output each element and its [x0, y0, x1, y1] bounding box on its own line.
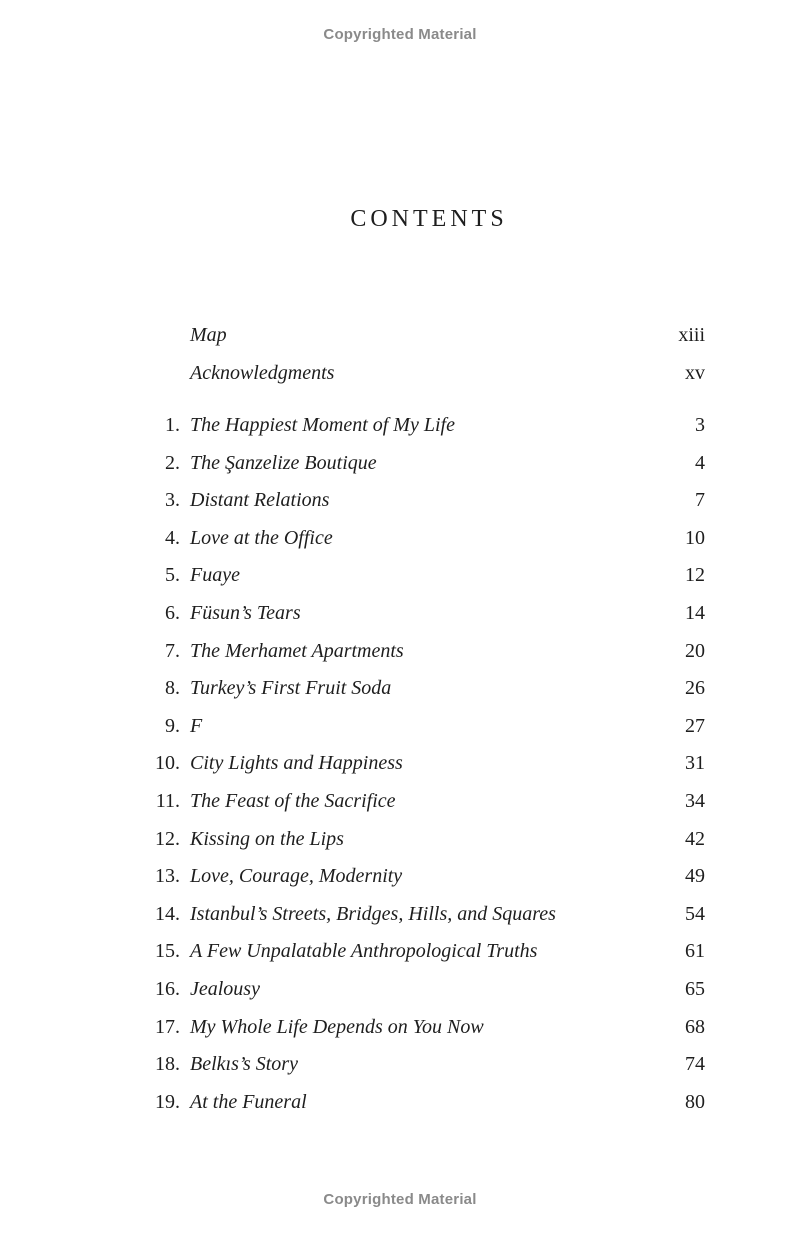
toc-page-number: 14 — [685, 602, 705, 624]
toc-entry-title: Acknowledgments — [190, 362, 335, 384]
toc-page-number: 27 — [685, 715, 705, 737]
toc-chapter-entry — [0, 673, 800, 703]
toc-chapter-number: 2. — [165, 452, 180, 474]
toc-page-number: 34 — [685, 790, 705, 812]
toc-chapter-entry — [0, 485, 800, 515]
toc-entry-title: Love at the Office — [190, 527, 333, 549]
toc-entry-title: F — [190, 715, 203, 737]
toc-chapter-number: 19. — [155, 1091, 180, 1113]
toc-chapter-number: 16. — [155, 978, 180, 1000]
contents-heading: CONTENTS — [350, 206, 508, 232]
toc-chapter-entry — [0, 786, 800, 816]
toc-page-number: xiii — [678, 324, 705, 346]
toc-entry-title: City Lights and Happiness — [190, 752, 403, 774]
toc-chapter-number: 4. — [165, 527, 180, 549]
toc-entry-title: Belkıs’s Story — [190, 1053, 298, 1075]
toc-page-number: 54 — [685, 903, 705, 925]
toc-chapter-number: 15. — [155, 940, 180, 962]
toc-chapter-number: 14. — [155, 903, 180, 925]
toc-page-number: 42 — [685, 828, 705, 850]
toc-entry-title: The Feast of the Sacrifice — [190, 790, 396, 812]
toc-chapter-entry — [0, 410, 800, 440]
toc-chapter-number: 8. — [165, 677, 180, 699]
toc-chapter-entry — [0, 974, 800, 1004]
toc-chapter-entry — [0, 711, 800, 741]
toc-chapter-entry — [0, 598, 800, 628]
toc-front-matter-entry — [0, 320, 800, 350]
toc-entry-title: My Whole Life Depends on You Now — [190, 1016, 484, 1038]
toc-chapter-number: 7. — [165, 640, 180, 662]
toc-chapter-entry — [0, 1087, 800, 1117]
toc-chapter-entry — [0, 560, 800, 590]
toc-chapter-entry — [0, 636, 800, 666]
toc-page-number: 12 — [685, 564, 705, 586]
toc-chapter-number: 1. — [165, 414, 180, 436]
toc-entry-title: Istanbul’s Streets, Bridges, Hills, and Squares — [190, 903, 556, 925]
toc-chapter-entry — [0, 861, 800, 891]
copyright-watermark-top: Copyrighted Material — [323, 26, 477, 43]
toc-page-number: 10 — [685, 527, 705, 549]
toc-page-number: 65 — [685, 978, 705, 1000]
toc-chapter-number: 13. — [155, 865, 180, 887]
toc-entry-title: Map — [190, 324, 227, 346]
toc-chapter-entry — [0, 1049, 800, 1079]
toc-entry-title: At the Funeral — [190, 1091, 307, 1113]
toc-entry-title: Füsun’s Tears — [190, 602, 301, 624]
toc-chapter-entry — [0, 936, 800, 966]
toc-entry-title: The Şanzelize Boutique — [190, 452, 377, 474]
toc-entry-title: Love, Courage, Modernity — [190, 865, 403, 887]
copyright-watermark-bottom: Copyrighted Material — [323, 1191, 477, 1208]
toc-chapter-entry — [0, 1012, 800, 1042]
toc-chapter-number: 5. — [165, 564, 180, 586]
toc-chapter-number: 12. — [155, 828, 180, 850]
toc-entry-title: Turkey’s First Fruit Soda — [190, 677, 392, 699]
toc-page-number: 68 — [685, 1016, 705, 1038]
toc-page-number: xv — [685, 362, 705, 384]
toc-chapter-entry — [0, 748, 800, 778]
toc-entry-title: Fuaye — [190, 564, 240, 586]
toc-entry-title: Kissing on the Lips — [190, 828, 344, 850]
toc-page-number: 31 — [685, 752, 705, 774]
toc-page-number: 7 — [695, 489, 705, 511]
toc-page-number: 74 — [685, 1053, 705, 1075]
toc-page-number: 3 — [695, 414, 705, 436]
toc-entry-title: Distant Relations — [190, 489, 330, 511]
toc-front-matter-entry — [0, 358, 800, 388]
toc-entry-title: The Happiest Moment of My Life — [190, 414, 455, 436]
toc-chapter-number: 9. — [165, 715, 180, 737]
toc-chapter-number: 11. — [155, 790, 180, 812]
toc-chapter-entry — [0, 523, 800, 553]
toc-page-number: 20 — [685, 640, 705, 662]
toc-chapter-entry — [0, 448, 800, 478]
toc-page-number: 26 — [685, 677, 705, 699]
toc-page-number: 80 — [685, 1091, 705, 1113]
toc-page-number: 49 — [685, 865, 705, 887]
toc-chapter-entry — [0, 899, 800, 929]
toc-entry-title: Jealousy — [190, 978, 260, 1000]
toc-chapter-number: 17. — [155, 1016, 180, 1038]
toc-chapter-number: 3. — [165, 489, 180, 511]
toc-entry-title: The Merhamet Apartments — [190, 640, 404, 662]
toc-entry-title: A Few Unpalatable Anthropological Truths — [190, 940, 538, 962]
toc-chapter-number: 18. — [155, 1053, 180, 1075]
toc-page-number: 4 — [695, 452, 705, 474]
toc-chapter-number: 6. — [165, 602, 180, 624]
toc-chapter-number: 10. — [155, 752, 180, 774]
toc-chapter-entry — [0, 824, 800, 854]
toc-page-number: 61 — [685, 940, 705, 962]
